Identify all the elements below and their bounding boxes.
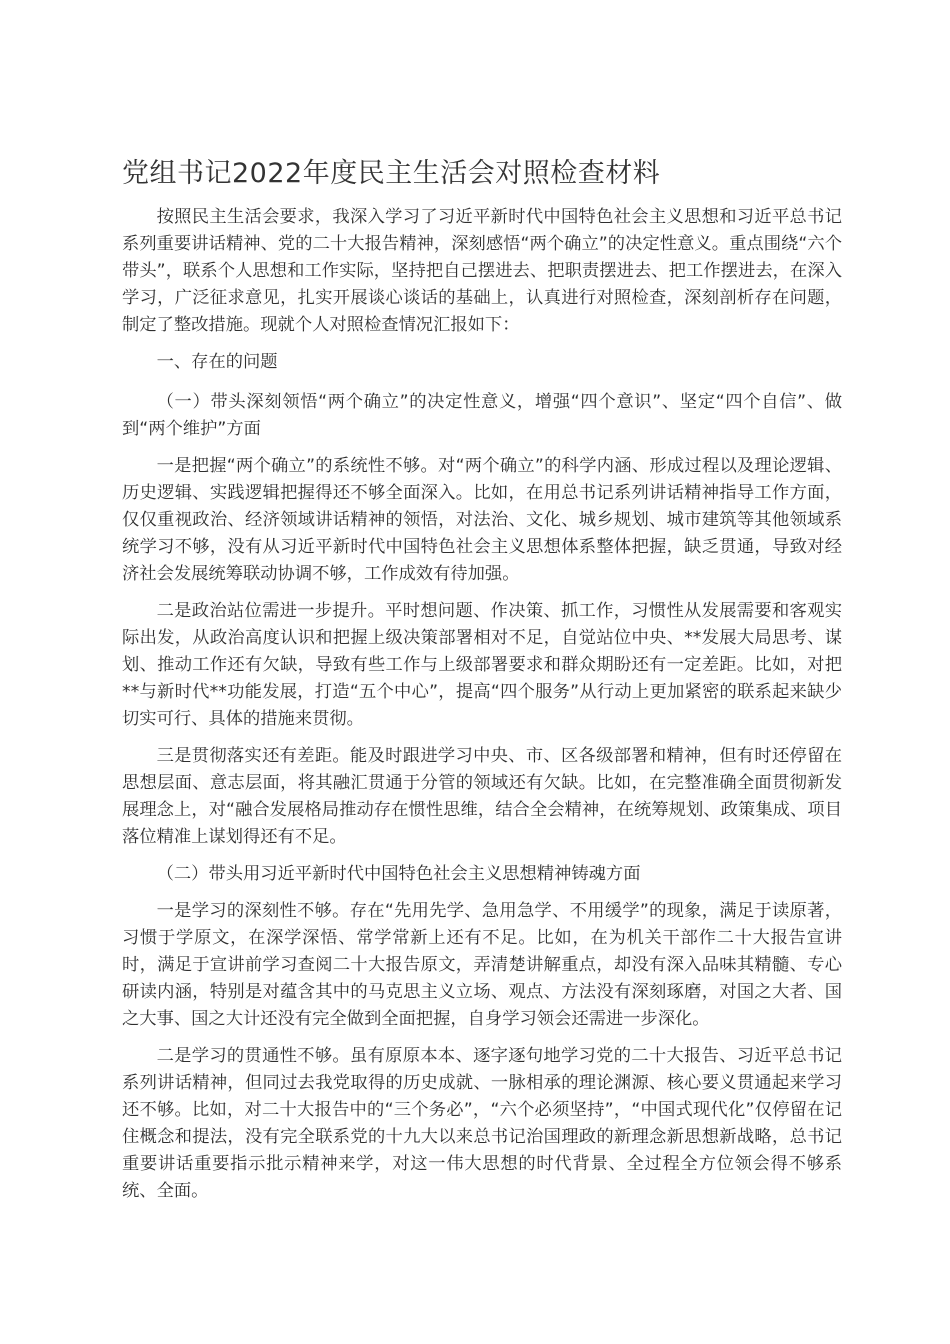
- document-body: [122, 204, 842, 1215]
- body-paragraph: 一是把握“两个确立”的系统性不够。对“两个确立”的科学内涵、形成过程以及理论逻辑、历史逻辑、实践逻辑把握得还不够全面深入。比如，在用总书记系列讲话精神指导工作方面，仅仅重视政治、经济领域讲话精神的领悟，对法治、文化、城乡规划、城市建筑等其他领域系统学习不够，没有从习近平新时代中国特色社会主义思想体系整体把握，缺乏贯通，导致对经济社会发展统筹联动协调不够，工作成效有待加强。: [122, 456, 842, 584]
- section-heading: 一、存在的问题: [156, 352, 278, 372]
- subsection-heading-2: （二）带头用习近平新时代中国特色社会主义思想精神铸魂方面: [156, 864, 641, 884]
- body-paragraph: 一是学习的深刻性不够。存在“先用先学、急用急学、不用缓学”的现象，满足于读原著，习惯于学原文，在深学深悟、常学常新上还有不足。比如，在为机关干部作二十大报告宣讲时，满足于宣讲前学习查阅二十大报告原文，弄清楚讲解重点，却没有深入品味其精髓、专心研读内涵，特别是对蕴含其中的马克思主义立场、观点、方法没有深刻琢磨，对国之大者、国之大事、国之大计还没有完全做到全面把握，自身学习领会还需进一步深化。: [122, 901, 842, 1029]
- body-paragraph: 二是学习的贯通性不够。虽有原原本本、逐字逐句地学习党的二十大报告、习近平总书记系列讲话精神，但同过去我党取得的历史成就、一脉相承的理论渊源、核心要义贯通起来学习还不够。比如，对二十大报告中的“三个务必”，“六个必须坚持”，“中国式现代化”仅停留在记住概念和提法，没有完全联系党的十九大以来总书记治国理政的新理念新思想新战略，总书记重要讲话重要指示批示精神来学，对这一伟大思想的时代背景、全过程全方位领会得不够系统、全面。: [122, 1046, 842, 1201]
- intro-paragraph: 按照民主生活会要求，我深入学习了习近平新时代中国特色社会主义思想和习近平总书记系列重要讲话精神、党的二十大报告精神，深刻感悟“两个确立”的决定性意义。重点围绕“六个带头”，联系个人思想和工作实际，坚持把自己摆进去、把职责摆进去、把工作摆进去，在深入学习，广泛征求意见，扎实开展谈心谈话的基础上，认真进行对照检查，深刻剖析存在问题，制定了整改措施。现就个人对照检查情况汇报如下：: [122, 207, 842, 335]
- body-paragraph: 三是贯彻落实还有差距。能及时跟进学习中央、市、区各级部署和精神，但有时还停留在思想层面、意志层面，将其融汇贯通于分管的领域还有欠缺。比如，在完整准确全面贯彻新发展理念上，对“融合发展格局推动存在惯性思维，结合全会精神，在统筹规划、政策集成、项目落位精准上谋划得还有不足。: [122, 746, 842, 847]
- subsection-heading-1: （一）带头深刻领悟“两个确立”的决定性意义，增强“四个意识”、坚定“四个自信”、做到“两个维护”方面: [122, 392, 842, 439]
- document-title: 党组书记2022年度民主生活会对照检查材料: [122, 158, 661, 189]
- body-paragraph: 二是政治站位需进一步提升。平时想问题、作决策、抓工作，习惯性从发展需要和客观实际出发，从政治高度认识和把握上级决策部署相对不足，自觉站位中央、**发展大局思考、谋划、推动工作还有欠缺，导致有些工作与上级部署要求和群众期盼还有一定差距。比如，对把**与新时代**功能发展，打造“五个中心”，提高“四个服务”从行动上更加紧密的联系起来缺少切实可行、具体的措施来贯彻。: [122, 601, 842, 729]
